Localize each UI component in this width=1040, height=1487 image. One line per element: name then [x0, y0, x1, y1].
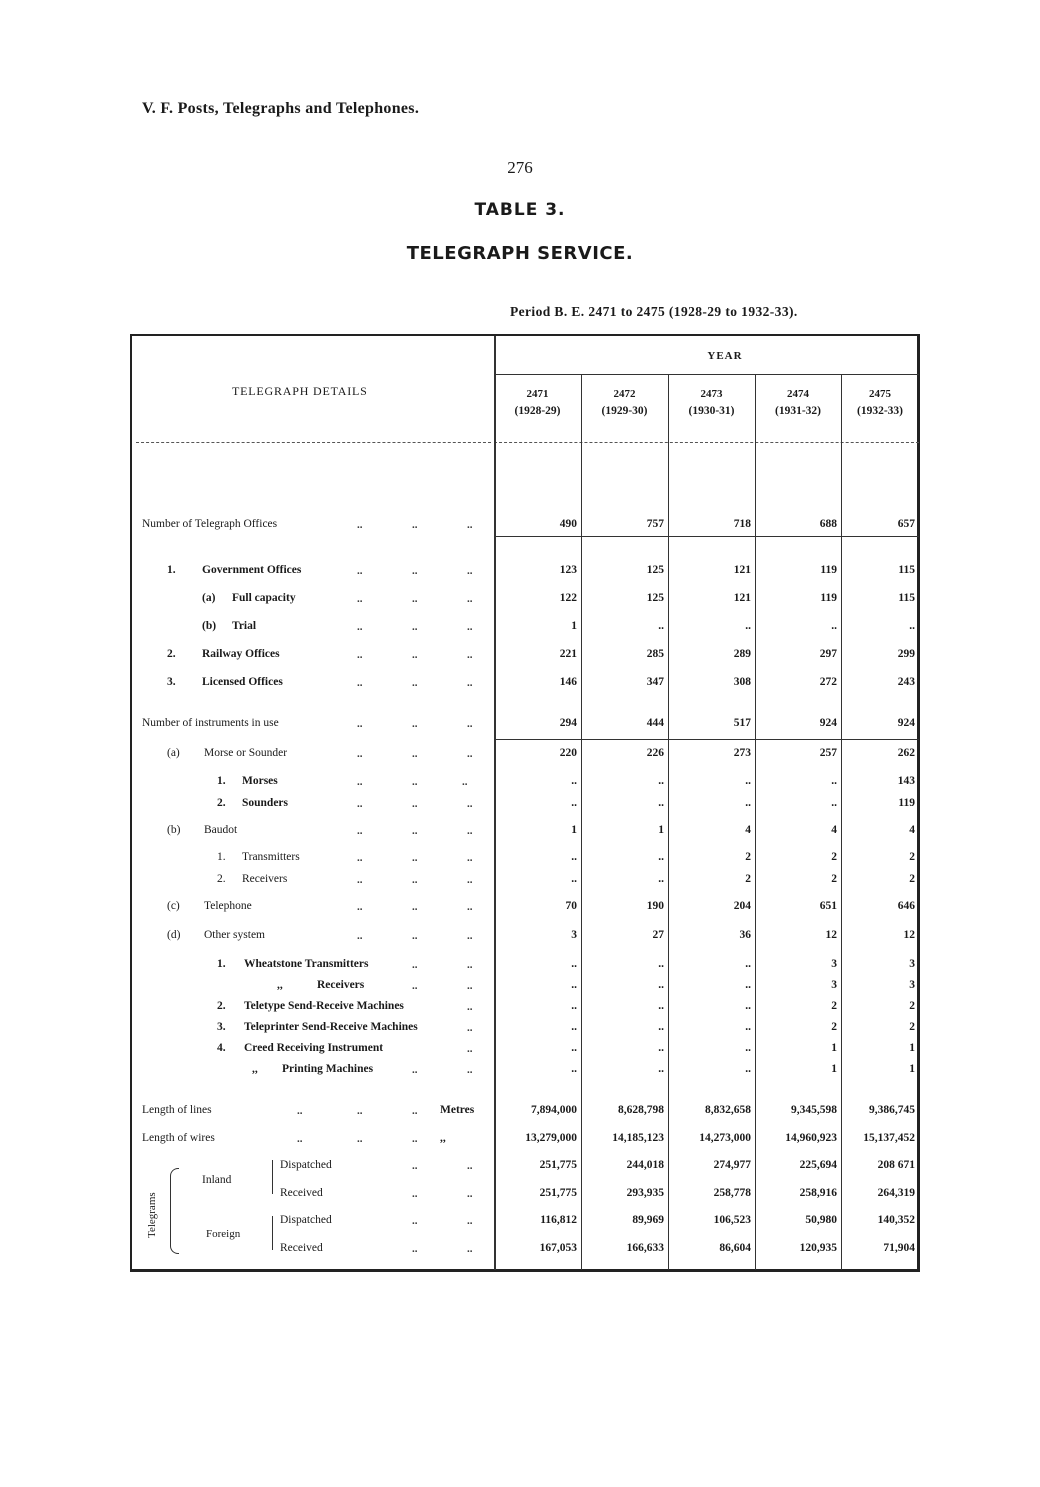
table-title: TABLE 3.	[474, 200, 566, 220]
row-label: Wheatstone Transmitters	[244, 958, 369, 970]
row-label: Length of wires	[142, 1132, 215, 1144]
row-label: Receivers	[242, 873, 288, 885]
row-label: Dispatched	[280, 1214, 332, 1226]
row-value: 273	[733, 747, 751, 759]
row-value: 115	[898, 564, 915, 576]
leader-dots: ..	[467, 980, 473, 992]
leader-dots: ..	[412, 852, 418, 864]
row-value: ..	[571, 797, 577, 809]
leader-dots: ..	[412, 748, 418, 760]
row-value: 116,812	[540, 1214, 577, 1226]
row-value: 257	[819, 747, 837, 759]
leader-dots: ..	[467, 649, 473, 661]
leader-dots: ..	[412, 1160, 418, 1172]
row-value: 289	[733, 648, 751, 660]
row-value: ..	[909, 620, 915, 632]
row-value: 146	[559, 676, 577, 688]
leader-dots: ..	[357, 649, 363, 661]
row-value: ..	[831, 620, 837, 632]
leader-dots: ..	[467, 1160, 473, 1172]
year-column-header	[755, 386, 841, 420]
row-value: ..	[658, 851, 664, 863]
leader-dots: ..	[412, 980, 418, 992]
leader-dots: ..	[297, 1133, 303, 1145]
row-value: 123	[559, 564, 577, 576]
row-value: 121	[733, 564, 751, 576]
leader-dots: ..	[357, 718, 363, 730]
leader-dots: ..	[412, 959, 418, 971]
telegrams-bracket	[170, 1168, 179, 1254]
row-value: ..	[745, 979, 751, 991]
row-value: 285	[646, 648, 664, 660]
year-ad: (1932-33)	[857, 405, 903, 417]
leader-dots: ..	[412, 825, 418, 837]
row-value: 50,980	[805, 1214, 837, 1226]
row-value: 444	[646, 717, 664, 729]
row-value: 221	[559, 648, 577, 660]
leader-dots: ..	[412, 677, 418, 689]
row-value: 4	[745, 824, 751, 836]
row-label: Baudot	[204, 824, 238, 836]
leader-dots: ..	[412, 649, 418, 661]
leader-dots: ..	[412, 1064, 418, 1076]
leader-dots: ..	[357, 593, 363, 605]
row-value: ..	[658, 979, 664, 991]
row-index: (a)	[202, 592, 216, 604]
details-header: TELEGRAPH DETAILS	[232, 384, 368, 398]
row-index: 1.	[167, 564, 176, 576]
row-value: 299	[897, 648, 915, 660]
leader-dots: ..	[467, 748, 473, 760]
row-label: Full capacity	[232, 592, 296, 604]
row-value: 251,775	[539, 1187, 577, 1199]
year-be: 2473	[700, 388, 723, 400]
row-value: 119	[898, 797, 915, 809]
row-value: 258,916	[799, 1187, 837, 1199]
row-value: 143	[897, 775, 915, 787]
leader-dots: ..	[467, 1215, 473, 1227]
row-value: 718	[733, 518, 751, 530]
telegrams-group-label: Telegrams	[146, 1192, 158, 1238]
row-unit: ,,	[440, 1132, 446, 1144]
row-value: 2	[745, 873, 751, 885]
row-value: 2	[909, 873, 915, 885]
row-label: Other system	[204, 929, 266, 941]
leader-dots: ..	[412, 874, 418, 886]
leader-dots: ..	[467, 593, 473, 605]
row-unit: Metres	[440, 1104, 475, 1116]
row-value: 251,775	[539, 1159, 577, 1171]
leader-dots: ..	[467, 565, 473, 577]
row-value: 274,977	[713, 1159, 751, 1171]
row-value: ..	[745, 958, 751, 970]
row-value: 3	[909, 958, 915, 970]
row-value: 27	[652, 929, 664, 941]
year-column-header	[668, 386, 755, 420]
row-label: Number of Telegraph Offices	[142, 518, 278, 530]
row-value: 646	[897, 900, 915, 912]
row-value: 14,960,923	[785, 1132, 837, 1144]
leader-dots: ..	[467, 1022, 473, 1034]
row-value: 70	[565, 900, 577, 912]
row-value: 2	[909, 1000, 915, 1012]
leader-dots: ..	[467, 930, 473, 942]
row-value: ..	[571, 1042, 577, 1054]
row-value: 8,628,798	[618, 1104, 664, 1116]
row-value: 167,053	[539, 1242, 577, 1254]
row-value: ..	[571, 958, 577, 970]
leader-dots: ..	[357, 565, 363, 577]
leader-dots: ..	[357, 519, 363, 531]
leader-dots: ..	[412, 565, 418, 577]
leader-dots: ..	[467, 677, 473, 689]
row-value: ..	[658, 958, 664, 970]
row-label: Morse or Sounder	[204, 747, 288, 759]
row-value: ..	[571, 775, 577, 787]
leader-dots: ..	[357, 901, 363, 913]
year-ad: (1930-31)	[688, 405, 735, 417]
row-value: ..	[745, 1063, 751, 1075]
row-value: 225,694	[799, 1159, 837, 1171]
row-value: 208 671	[877, 1159, 915, 1171]
leader-dots: ..	[462, 776, 468, 788]
row-index: 3.	[167, 676, 176, 688]
leader-dots: ..	[412, 621, 418, 633]
row-value: 1	[831, 1042, 837, 1054]
row-value: 2	[909, 1021, 915, 1033]
leader-dots: ..	[467, 1043, 473, 1055]
row-value: 15,137,452	[863, 1132, 915, 1144]
row-value: ..	[658, 1063, 664, 1075]
row-value: 2	[831, 1021, 837, 1033]
page-number: 276	[507, 158, 533, 177]
year-ad: (1928-29)	[514, 405, 561, 417]
row-value: 4	[909, 824, 915, 836]
row-index: (b)	[167, 824, 181, 836]
row-index: 3.	[217, 1021, 226, 1033]
row-value: ..	[658, 775, 664, 787]
row-value: 220	[559, 747, 577, 759]
row-value: 924	[819, 717, 837, 729]
year-be: 2474	[787, 388, 809, 400]
col-divider-3	[755, 374, 756, 1270]
row-label: Receivers	[317, 979, 365, 991]
row-value: 125	[646, 564, 664, 576]
header-rule-left	[136, 442, 491, 443]
row-value: ..	[658, 620, 664, 632]
row-index: 2.	[217, 797, 226, 809]
row-value: 204	[733, 900, 751, 912]
row-value: 125	[646, 592, 664, 604]
row-value: 308	[733, 676, 751, 688]
leader-dots: ..	[467, 621, 473, 633]
row-label: Length of lines	[142, 1104, 212, 1116]
row-value: 8,832,658	[705, 1104, 751, 1116]
row-value: 657	[897, 518, 915, 530]
leader-dots: ..	[357, 852, 363, 864]
telegraph-table	[130, 334, 920, 1272]
row-value: 297	[819, 648, 837, 660]
row-value: 924	[897, 717, 915, 729]
row-value: 272	[819, 676, 837, 688]
leader-dots: ..	[467, 901, 473, 913]
row-value: 14,273,000	[699, 1132, 751, 1144]
row-value: 12	[903, 929, 915, 941]
year-header: YEAR	[707, 350, 743, 362]
row-value: 86,604	[719, 1242, 751, 1254]
row-value: 2	[745, 851, 751, 863]
row-value: 3	[831, 958, 837, 970]
row-value: 258,778	[713, 1187, 751, 1199]
leader-dots: ..	[412, 930, 418, 942]
leader-dots: ..	[357, 776, 363, 788]
row-value: 651	[819, 900, 837, 912]
inland-group-label: Inland	[202, 1174, 232, 1186]
row-label: Government Offices	[202, 564, 302, 576]
row-value: 2	[909, 851, 915, 863]
row-label: Licensed Offices	[202, 676, 283, 688]
row-label: Telephone	[204, 900, 252, 912]
row-value: 4	[831, 824, 837, 836]
row-index: ,,	[252, 1063, 258, 1075]
row-label: Received	[280, 1242, 323, 1254]
row-label: Railway Offices	[202, 648, 280, 660]
year-column-header	[841, 386, 919, 420]
row-value: 757	[646, 518, 664, 530]
row-value: ..	[571, 873, 577, 885]
row-value: 119	[820, 592, 837, 604]
row-value: ..	[658, 797, 664, 809]
row-value: ..	[571, 1063, 577, 1075]
leader-dots: ..	[357, 874, 363, 886]
leader-dots: ..	[412, 519, 418, 531]
col-divider-2	[668, 374, 669, 1270]
leader-dots: ..	[467, 718, 473, 730]
foreign-bracket	[272, 1216, 277, 1250]
row-label: Trial	[232, 620, 257, 632]
row-value: 262	[897, 747, 915, 759]
row-value: 2	[831, 851, 837, 863]
row-value: 36	[739, 929, 751, 941]
row-value: 490	[559, 518, 577, 530]
row-value: 122	[559, 592, 577, 604]
year-column-header	[494, 386, 581, 420]
row-value: ..	[571, 1021, 577, 1033]
row-value: ..	[658, 1021, 664, 1033]
col-divider-details	[494, 336, 496, 1270]
leader-dots: ..	[357, 825, 363, 837]
row-index: (c)	[167, 900, 180, 912]
row-value: 293,935	[626, 1187, 664, 1199]
leader-dots: ..	[467, 798, 473, 810]
leader-dots: ..	[467, 1188, 473, 1200]
row-value: ..	[831, 775, 837, 787]
row-label: Number of instruments in use	[142, 717, 279, 729]
row-label: Printing Machines	[282, 1063, 374, 1075]
row-value: 89,969	[632, 1214, 664, 1226]
leader-dots: ..	[412, 1215, 418, 1227]
leader-dots: ..	[357, 1105, 363, 1117]
row-label: Teletype Send-Receive Machines	[244, 1000, 404, 1012]
row-value: ..	[745, 1042, 751, 1054]
leader-dots: ..	[357, 930, 363, 942]
row-label: Transmitters	[242, 851, 300, 863]
row-value: ..	[745, 775, 751, 787]
row-value: 264,319	[877, 1187, 915, 1199]
leader-dots: ..	[412, 798, 418, 810]
row-index: 2.	[217, 873, 226, 885]
leader-dots: ..	[412, 1188, 418, 1200]
row-label: Morses	[242, 775, 278, 787]
row-value: 7,894,000	[531, 1104, 577, 1116]
row-value: 3	[571, 929, 577, 941]
leader-dots: ..	[412, 1105, 418, 1117]
row-value: 2	[831, 1000, 837, 1012]
inland-bracket	[272, 1160, 277, 1194]
row-value: ..	[571, 979, 577, 991]
header-rule-right	[494, 442, 919, 443]
row-value: ..	[745, 797, 751, 809]
row-value: 517	[733, 717, 751, 729]
row-index: 2.	[217, 1000, 226, 1012]
year-be: 2471	[526, 388, 549, 400]
row-value: 190	[646, 900, 664, 912]
row-value: ..	[658, 1042, 664, 1054]
row-label: Creed Receiving Instrument	[244, 1042, 384, 1054]
row-value: 13,279,000	[525, 1132, 577, 1144]
row-value: ..	[745, 620, 751, 632]
row-index: 1.	[217, 851, 226, 863]
year-be: 2475	[869, 388, 891, 400]
leader-dots: ..	[357, 1133, 363, 1145]
row-value: 115	[898, 592, 915, 604]
row-label: Teleprinter Send-Receive Machines	[244, 1021, 418, 1033]
row-index: 1.	[217, 958, 226, 970]
row-value: 119	[820, 564, 837, 576]
year-header-rule	[494, 374, 919, 375]
leader-dots: ..	[467, 1001, 473, 1013]
year-column-header	[581, 386, 668, 420]
row-label: Received	[280, 1187, 323, 1199]
leader-dots: ..	[467, 852, 473, 864]
leader-dots: ..	[357, 621, 363, 633]
row-value: 140,352	[877, 1214, 915, 1226]
row-value: 3	[831, 979, 837, 991]
leader-dots: ..	[467, 825, 473, 837]
row-label: Dispatched	[280, 1159, 332, 1171]
row-value: 1	[909, 1042, 915, 1054]
foreign-group-label: Foreign	[206, 1228, 241, 1240]
row-index: (b)	[202, 620, 217, 632]
leader-dots: ..	[467, 874, 473, 886]
period-note: Period B. E. 2471 to 2475 (1928-29 to 1932-33).	[510, 304, 798, 319]
row-value: 1	[571, 824, 577, 836]
total-rule-instruments	[494, 739, 919, 740]
row-value: ..	[745, 1000, 751, 1012]
leader-dots: ..	[412, 776, 418, 788]
row-value: ..	[831, 797, 837, 809]
leader-dots: ..	[467, 1243, 473, 1255]
leader-dots: ..	[467, 959, 473, 971]
row-value: 71,904	[883, 1242, 915, 1254]
table-subtitle: TELEGRAPH SERVICE.	[406, 243, 634, 264]
leader-dots: ..	[412, 1243, 418, 1255]
row-value: 14,185,123	[612, 1132, 664, 1144]
row-value: 121	[733, 592, 751, 604]
row-value: 244,018	[626, 1159, 664, 1171]
row-value: ..	[571, 851, 577, 863]
row-value: 1	[658, 824, 664, 836]
row-index: 2.	[167, 648, 176, 660]
row-label: Sounders	[242, 797, 289, 809]
total-rule-offices	[494, 536, 919, 537]
leader-dots: ..	[297, 1105, 303, 1117]
row-value: 3	[909, 979, 915, 991]
leader-dots: ..	[357, 748, 363, 760]
leader-dots: ..	[357, 677, 363, 689]
row-value: 226	[646, 747, 664, 759]
row-index: (a)	[167, 747, 180, 759]
row-value: ..	[658, 1000, 664, 1012]
row-value: 9,345,598	[791, 1104, 837, 1116]
leader-dots: ..	[412, 1133, 418, 1145]
row-value: 1	[909, 1063, 915, 1075]
row-value: 1	[571, 620, 577, 632]
leader-dots: ..	[357, 798, 363, 810]
row-value: 243	[897, 676, 915, 688]
leader-dots: ..	[467, 1064, 473, 1076]
row-value: 294	[559, 717, 577, 729]
row-value: 106,523	[713, 1214, 751, 1226]
row-value: 688	[819, 518, 837, 530]
row-value: 2	[831, 873, 837, 885]
row-value: ..	[571, 1000, 577, 1012]
leader-dots: ..	[412, 901, 418, 913]
year-ad: (1929-30)	[601, 405, 648, 417]
row-index: ,,	[277, 979, 283, 991]
row-value: 1	[831, 1063, 837, 1075]
row-index: (d)	[167, 929, 181, 941]
row-value: 120,935	[799, 1242, 837, 1254]
row-index: 1.	[217, 775, 226, 787]
year-be: 2472	[613, 388, 636, 400]
leader-dots: ..	[412, 593, 418, 605]
row-value: ..	[745, 1021, 751, 1033]
row-value: ..	[658, 873, 664, 885]
leader-dots: ..	[467, 519, 473, 531]
row-index: 4.	[217, 1042, 226, 1054]
section-header: V. F. Posts, Telegraphs and Telephones.	[142, 100, 420, 117]
row-value: 12	[825, 929, 837, 941]
col-divider-1	[581, 374, 582, 1270]
leader-dots: ..	[412, 718, 418, 730]
year-ad: (1931-32)	[775, 405, 821, 417]
row-value: 166,633	[626, 1242, 664, 1254]
row-value: 9,386,745	[869, 1104, 915, 1116]
row-value: 347	[646, 676, 664, 688]
